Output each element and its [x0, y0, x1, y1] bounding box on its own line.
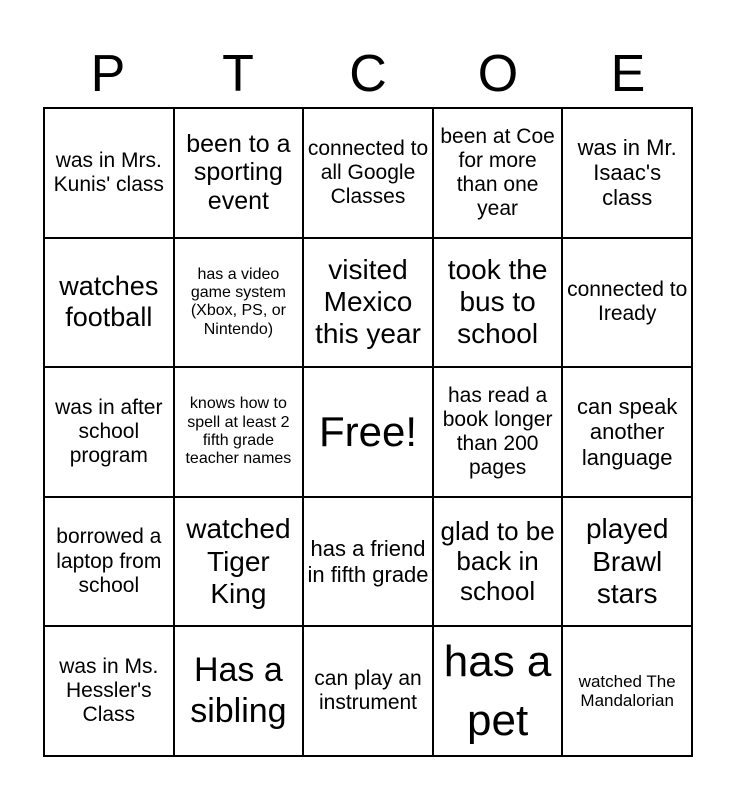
header-letter-c: C	[349, 45, 387, 103]
cell-text: watched Tiger King	[186, 513, 291, 609]
bingo-cell[interactable]	[562, 238, 692, 368]
bingo-cell[interactable]	[174, 367, 304, 497]
bingo-cell[interactable]	[44, 238, 174, 368]
cell-text: connected to all Google Classes	[307, 136, 429, 208]
cell-text: glad to be back in school	[440, 515, 555, 606]
bingo-cell[interactable]	[44, 367, 174, 497]
bingo-cell[interactable]	[562, 626, 692, 756]
bingo-cell[interactable]	[303, 238, 433, 368]
bingo-board	[43, 107, 693, 757]
bingo-cell[interactable]	[174, 238, 304, 368]
cell-text: been at Coe for more than one year	[440, 124, 555, 220]
cell-text: watched The Mandalorian	[578, 671, 676, 711]
cell-text: knows how to spell at least 2 fifth grade teacher names	[185, 395, 292, 468]
bingo-cell[interactable]	[562, 497, 692, 627]
cell-text: played Brawl stars	[585, 513, 669, 609]
cell-text: took the bus to school	[447, 254, 548, 350]
bingo-cell[interactable]	[433, 108, 563, 238]
cell-text: can speak another language	[577, 394, 678, 470]
bingo-cell[interactable]	[562, 367, 692, 497]
bingo-cell[interactable]	[44, 108, 174, 238]
bingo-cell[interactable]	[433, 626, 563, 756]
bingo-cell[interactable]	[174, 626, 304, 756]
cell-text: was in Mr. Isaac's class	[577, 134, 677, 211]
cell-text: Free!	[318, 407, 417, 455]
bingo-cell[interactable]	[433, 497, 563, 627]
bingo-cell[interactable]	[562, 108, 692, 238]
cell-text: can play an instrument	[314, 667, 422, 715]
bingo-cell[interactable]	[433, 367, 563, 497]
cell-text: was in Mrs. Kunis' class	[53, 148, 164, 196]
cell-text: has read a book longer than 200 pages	[442, 383, 553, 480]
cell-text: connected to Iready	[567, 278, 688, 326]
bingo-cell[interactable]	[303, 108, 433, 238]
bingo-cell[interactable]	[303, 626, 433, 756]
free-space[interactable]	[303, 367, 433, 497]
bingo-header	[43, 40, 693, 108]
bingo-cell[interactable]	[174, 108, 304, 238]
cell-text: was in Ms. Hessler's Class	[59, 654, 159, 727]
cell-text: has a pet	[443, 636, 552, 746]
bingo-cell[interactable]	[44, 626, 174, 756]
cell-text: Has a sibling	[190, 651, 287, 731]
cell-text: was in after school program	[55, 395, 163, 468]
cell-text: borrowed a laptop from school	[56, 525, 162, 597]
bingo-cell[interactable]	[303, 497, 433, 627]
cell-text: has a video game system (Xbox, PS, or Nintendo)	[190, 265, 286, 338]
bingo-cell[interactable]	[174, 497, 304, 627]
cell-text: been to a sporting event	[186, 129, 291, 216]
cell-text: watches football	[59, 271, 159, 333]
header-letter-o: O	[477, 45, 519, 103]
cell-text: has a friend in fifth grade	[307, 536, 429, 587]
bingo-cell[interactable]	[433, 238, 563, 368]
bingo-cell[interactable]	[44, 497, 174, 627]
cell-text: visited Mexico this year	[315, 254, 421, 350]
header-letter-t: T	[222, 45, 254, 103]
header-letter-p: P	[90, 45, 126, 103]
header-letter-e: E	[610, 45, 646, 103]
